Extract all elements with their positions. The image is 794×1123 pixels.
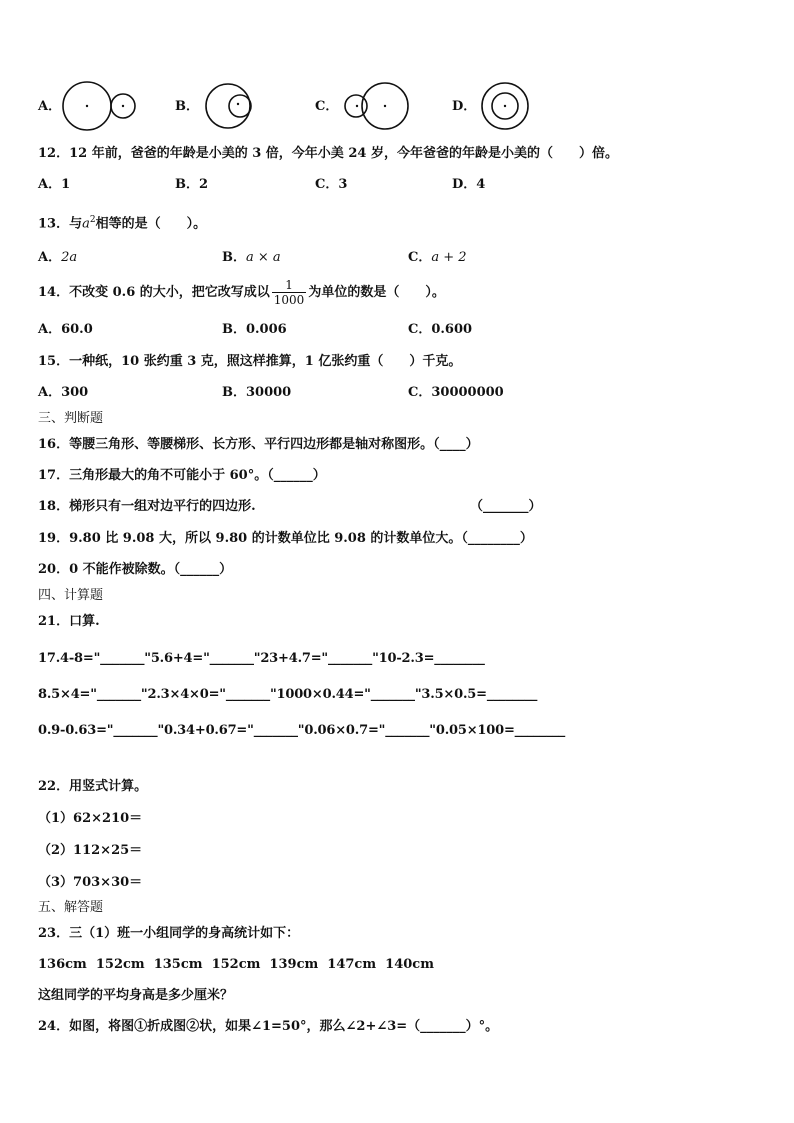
- section-4-heading: 四、计算题: [38, 588, 104, 603]
- q13-suffix: 相等的是（ ）。: [95, 216, 207, 232]
- q24-text: 24．如图，将图①折成图②状，如果∠1=50°，那么∠2+∠3=（_______）°。: [38, 1019, 499, 1034]
- q13-option-a: [38, 249, 77, 267]
- q23-data: 136cm 152cm 135cm 152cm 139cm 147cm 140cm: [38, 957, 434, 972]
- q12-option-c: C．3: [315, 177, 348, 192]
- q14-prefix: 14．不改变 0.6 的大小，把它改写成以: [38, 285, 270, 300]
- q13-variable: a: [82, 216, 90, 232]
- q14-option-c: C．0.600: [408, 322, 473, 337]
- q22-item-3: （3）703×30＝: [38, 875, 143, 890]
- q18-text: 18．梯形只有一组对边平行的四边形.: [38, 499, 256, 514]
- q13-prefix: 13．与: [38, 216, 83, 232]
- q21-row-3: 0.9-0.63="_______"0.34+0.67="_______"0.06×0.7="_______"0.05×100=________: [38, 723, 566, 738]
- q13-option-c: [408, 249, 467, 267]
- q20-text: 20．0 不能作被除数。（______）: [38, 562, 233, 577]
- q11-option-a-figure: [60, 80, 140, 134]
- q11-option-a-label: A．: [38, 99, 62, 114]
- q13-exponent: 2: [89, 215, 96, 225]
- q11-option-c-label: C．: [315, 99, 339, 114]
- q11-option-d-figure: [478, 80, 532, 134]
- q17-text: 17．三角形最大的角不可能小于 60°。（______）: [38, 468, 326, 483]
- q14-fraction: [272, 278, 307, 307]
- q13-question: [38, 211, 206, 233]
- q22-item-2: （2）112×25＝: [38, 843, 143, 858]
- q13-option-c-expr: a + 2: [431, 250, 467, 265]
- q13-option-b: [222, 249, 281, 267]
- q23-title: 23．三（1）班一小组同学的身高统计如下：: [38, 926, 300, 941]
- q13-option-a-expr: 2a: [61, 250, 78, 265]
- q19-text: 19．9.80 比 9.08 大，所以 9.80 的计数单位比 9.08 的计数单位大。（________）: [38, 531, 533, 546]
- q15-option-c: C．30000000: [408, 385, 504, 400]
- q14-fraction-numerator: 1: [272, 278, 307, 293]
- q23-question: 这组同学的平均身高是多少厘米？: [38, 988, 234, 1003]
- q11-option-d-label: D．: [452, 99, 477, 114]
- q14-question: [38, 276, 445, 310]
- q13-option-c-label: C．: [408, 250, 432, 265]
- q13-option-b-expr: a × a: [246, 250, 281, 265]
- q11-option-c-figure: [340, 80, 412, 134]
- q12-option-a: A．1: [38, 177, 71, 192]
- q12-option-d: D．4: [452, 177, 486, 192]
- q12-option-b: B．2: [175, 177, 209, 192]
- q13-option-b-label: B．: [222, 250, 246, 265]
- q21-row-2: 8.5×4="_______"2.3×4×0="_______"1000×0.44="_______"3.5×0.5=________: [38, 687, 538, 702]
- q12-text: 12．12 年前，爸爸的年龄是小美的 3 倍，今年小美 24 岁，今年爸爸的年龄是小美的（ ）倍。: [38, 146, 618, 161]
- q13-option-a-label: A．: [38, 250, 62, 265]
- q22-item-1: （1）62×210＝: [38, 811, 143, 826]
- q21-title: 21．口算.: [38, 614, 100, 629]
- section-5-heading: 五、解答题: [38, 900, 104, 915]
- q11-option-b-figure: [203, 80, 259, 134]
- q22-title: 22．用竖式计算。: [38, 779, 148, 794]
- q15-text: 15．一种纸，10 张约重 3 克，照这样推算，1 亿张约重（ ）千克。: [38, 354, 462, 369]
- q21-row-1: 17.4-8="_______"5.6+4="_______"23+4.7="_______"10-2.3=________: [38, 651, 485, 666]
- q15-option-a: A．300: [38, 385, 89, 400]
- q14-fraction-denominator: 1000: [273, 293, 305, 307]
- q14-option-a: A．60.0: [38, 322, 93, 337]
- q18-blank: （_______）: [470, 499, 542, 514]
- section-3-heading: 三、判断题: [38, 411, 104, 426]
- q11-option-b-label: B．: [175, 99, 199, 114]
- q15-option-b: B．30000: [222, 385, 292, 400]
- q16-text: 16．等腰三角形、等腰梯形、长方形、平行四边形都是轴对称图形。（____）: [38, 437, 479, 452]
- q14-suffix: 为单位的数是（ ）。: [308, 285, 445, 300]
- q14-option-b: B．0.006: [222, 322, 287, 337]
